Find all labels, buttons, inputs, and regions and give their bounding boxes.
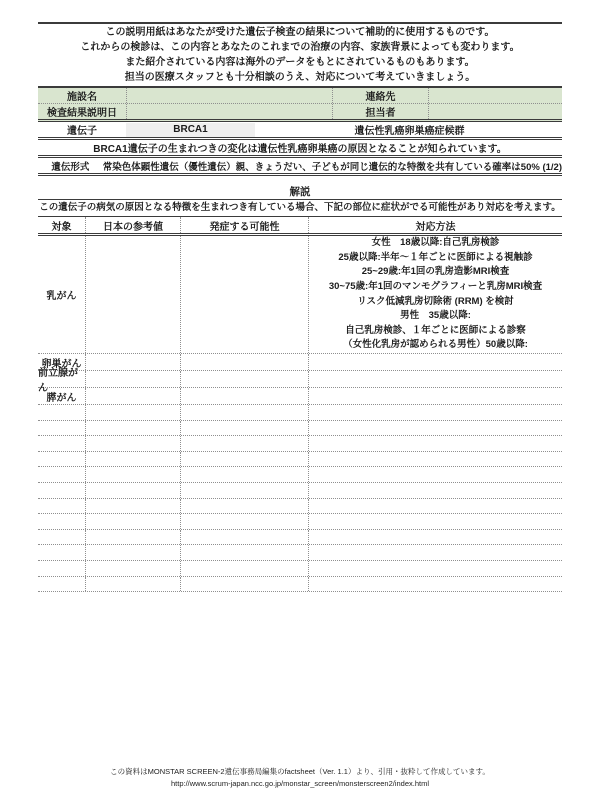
gene-value-chip: BRCA1 bbox=[126, 123, 255, 137]
empty-cell bbox=[85, 561, 180, 576]
empty-cell bbox=[180, 421, 308, 436]
empty-cell bbox=[85, 405, 180, 420]
target-cell: 卵巣がん bbox=[41, 358, 82, 370]
intro-line: これからの検診は、この内容とあなたのこれまでの治療の内容、家族背景によっても変わります。 bbox=[80, 42, 520, 53]
intro-line: また紹介されている内容は海外のデータをもとにされているものもあります。 bbox=[125, 57, 475, 68]
document-body bbox=[38, 22, 562, 592]
intro-line: この説明用紙はあなたが受けた遺伝子検査の結果について補助的に使用するものです。 bbox=[105, 27, 495, 38]
response-line: 25歳以降:半年～１年ごとに医師による視触診 bbox=[338, 251, 533, 263]
empty-cell bbox=[180, 514, 308, 529]
empty-cell bbox=[308, 530, 562, 545]
empty-cell bbox=[180, 545, 308, 560]
empty-cell bbox=[180, 530, 308, 545]
response-line: （女性化乳房が認められる男性）50歳以降: bbox=[343, 339, 528, 351]
empty-cell bbox=[180, 452, 308, 467]
empty-table-row bbox=[38, 421, 562, 437]
empty-cell bbox=[38, 421, 85, 436]
empty-cell bbox=[85, 421, 180, 436]
empty-cell bbox=[308, 561, 562, 576]
empty-cell bbox=[308, 514, 562, 529]
reference-cell bbox=[85, 354, 180, 370]
empty-cell bbox=[308, 545, 562, 560]
commentary-table bbox=[38, 217, 562, 592]
empty-cell bbox=[180, 467, 308, 482]
result-date-value-cell bbox=[126, 104, 332, 119]
empty-table-row bbox=[38, 577, 562, 593]
empty-cell bbox=[308, 467, 562, 482]
gene-note-row: BRCA1遺伝子の生まれつきの変化は遺伝性乳癌卵巣癌の原因となることが知られています。 bbox=[38, 140, 562, 158]
info-table bbox=[38, 86, 562, 176]
footer-url: http://www.scrum-japan.ncc.go.jp/monstar_screen/monsterscreen2/index.html bbox=[170, 778, 430, 788]
empty-cell bbox=[180, 577, 308, 592]
empty-cell bbox=[85, 499, 180, 514]
header-target: 対象 bbox=[51, 221, 72, 233]
possibility-cell bbox=[180, 236, 308, 353]
empty-cell bbox=[38, 405, 85, 420]
response-line: 女性 18歳以降:自己乳房検診 bbox=[371, 237, 500, 249]
empty-cell bbox=[85, 467, 180, 482]
empty-cell bbox=[38, 577, 85, 592]
empty-cell bbox=[308, 436, 562, 451]
target-cell: 膵がん bbox=[46, 392, 77, 404]
possibility-cell bbox=[180, 354, 308, 370]
table-row-pancreatic-cancer bbox=[38, 388, 562, 405]
gene-label: 遺伝子 bbox=[67, 126, 97, 137]
table-row-breast-cancer bbox=[38, 236, 562, 354]
empty-rows bbox=[38, 405, 562, 592]
footer-source-note: この資料はMONSTAR SCREEN-2遺伝事務局編集のfactsheet（Ver. 1.1）より、引用・抜粋して作成しています。 bbox=[110, 767, 490, 776]
empty-cell bbox=[85, 436, 180, 451]
empty-cell bbox=[38, 561, 85, 576]
commentary-title: 解説 bbox=[289, 186, 311, 198]
empty-cell bbox=[308, 405, 562, 420]
empty-table-row bbox=[38, 467, 562, 483]
table-row-prostate-cancer bbox=[38, 368, 562, 394]
empty-cell bbox=[38, 467, 85, 482]
empty-cell bbox=[38, 499, 85, 514]
empty-table-row bbox=[38, 405, 562, 421]
empty-cell bbox=[308, 452, 562, 467]
response-cell bbox=[308, 354, 562, 370]
commentary-intro: この遺伝子の病気の原因となる特徴を生まれつき有している場合、下記の部位に症状がでる可能性があり対応を考えます。 bbox=[38, 199, 562, 217]
contact-value-cell bbox=[428, 88, 562, 103]
header-response: 対応方法 bbox=[308, 217, 562, 233]
header-reference: 日本の参考値 bbox=[85, 217, 180, 233]
response-line: 自己乳房検診、１年ごとに医師による診察 bbox=[345, 324, 526, 336]
empty-cell bbox=[38, 452, 85, 467]
empty-cell bbox=[38, 483, 85, 498]
empty-cell bbox=[180, 436, 308, 451]
response-cell bbox=[308, 371, 562, 387]
empty-cell bbox=[180, 483, 308, 498]
empty-cell bbox=[38, 530, 85, 545]
gene-row bbox=[38, 122, 562, 140]
document-footer bbox=[0, 766, 600, 789]
facility-label: 施設名 bbox=[67, 92, 97, 103]
intro-paragraph bbox=[38, 22, 562, 86]
inheritance-row bbox=[38, 158, 562, 176]
empty-table-row bbox=[38, 561, 562, 577]
empty-cell bbox=[308, 421, 562, 436]
commentary-header-row bbox=[38, 217, 562, 236]
empty-cell bbox=[85, 514, 180, 529]
empty-cell bbox=[38, 545, 85, 560]
response-cell bbox=[308, 388, 562, 404]
intro-line: 担当の医療スタッフとも十分相談のうえ、対応について考えていきましょう。 bbox=[124, 72, 476, 83]
info-row-facility bbox=[38, 86, 562, 104]
empty-table-row bbox=[38, 452, 562, 468]
reference-cell bbox=[85, 371, 180, 387]
inheritance-value: 常染色体顕性遺伝（優性遺伝）親、きょうだい、子どもが同じ遺伝的な特徴を共有している確率は50% (1/2) bbox=[102, 161, 562, 173]
target-cell: 乳がん bbox=[46, 291, 77, 302]
empty-cell bbox=[85, 545, 180, 560]
response-cell bbox=[308, 236, 562, 353]
empty-cell bbox=[38, 514, 85, 529]
reference-cell bbox=[85, 388, 180, 404]
empty-cell bbox=[308, 499, 562, 514]
empty-cell bbox=[85, 530, 180, 545]
empty-table-row bbox=[38, 499, 562, 515]
empty-cell bbox=[308, 483, 562, 498]
possibility-cell bbox=[180, 371, 308, 387]
empty-table-row bbox=[38, 483, 562, 499]
gene-value-cell bbox=[126, 123, 257, 137]
header-possibility: 発症する可能性 bbox=[180, 217, 308, 233]
empty-cell bbox=[38, 436, 85, 451]
empty-cell bbox=[180, 561, 308, 576]
info-row-date-staff bbox=[38, 104, 562, 122]
possibility-cell bbox=[180, 388, 308, 404]
facility-value-cell bbox=[126, 88, 332, 103]
table-row-ovarian-cancer bbox=[38, 354, 562, 371]
staff-label: 担当者 bbox=[332, 104, 428, 119]
empty-cell bbox=[85, 483, 180, 498]
empty-table-row bbox=[38, 545, 562, 561]
response-line: リスク低減乳房切除術 (RRM) を検討 bbox=[357, 295, 514, 307]
empty-table-row bbox=[38, 436, 562, 452]
staff-value-cell bbox=[428, 104, 562, 119]
empty-cell bbox=[85, 452, 180, 467]
empty-cell bbox=[308, 577, 562, 592]
inheritance-label: 遺伝形式 bbox=[51, 161, 90, 173]
target-cell: 前立腺がん bbox=[38, 368, 78, 394]
empty-cell bbox=[180, 405, 308, 420]
contact-label: 連絡先 bbox=[332, 88, 428, 103]
result-date-label: 検査結果説明日 bbox=[47, 108, 117, 119]
empty-cell bbox=[180, 499, 308, 514]
reference-cell bbox=[85, 236, 180, 353]
response-line: 25~29歳:年1回の乳房造影MRI検査 bbox=[361, 266, 510, 278]
response-line: 30~75歳:年1回のマンモグラフィーと乳房MRI検査 bbox=[328, 280, 543, 292]
response-line: 男性 35歳以降: bbox=[400, 310, 471, 322]
empty-table-row bbox=[38, 514, 562, 530]
syndrome-name: 遺伝性乳癌卵巣癌症候群 bbox=[354, 126, 465, 137]
empty-cell bbox=[85, 577, 180, 592]
empty-table-row bbox=[38, 530, 562, 546]
